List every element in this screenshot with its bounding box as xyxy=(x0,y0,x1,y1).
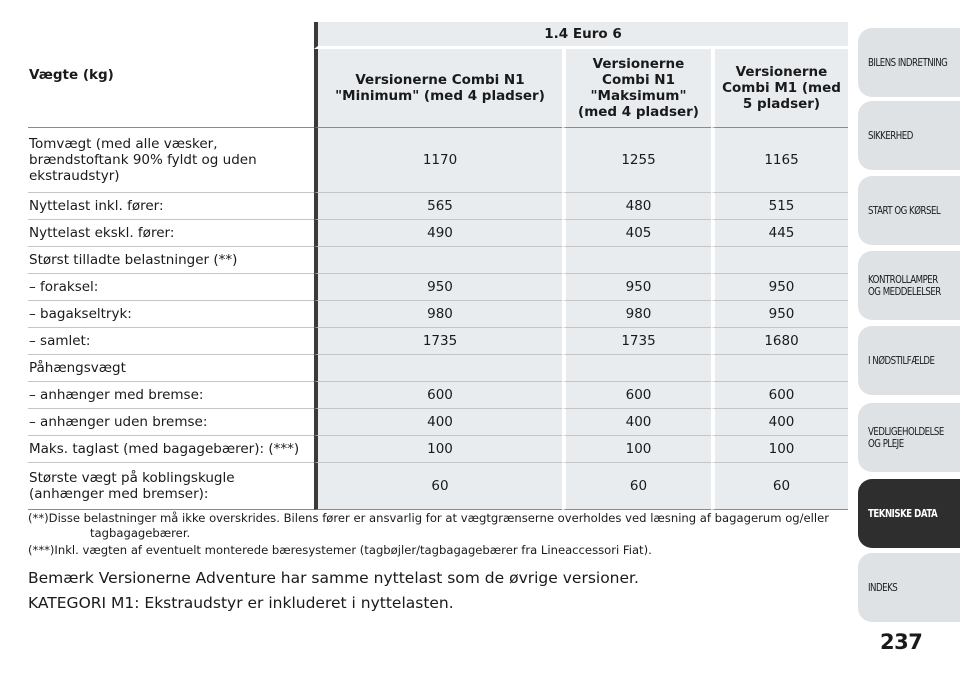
row-value-col2: 100 xyxy=(562,436,711,463)
row-value-col3: 60 xyxy=(711,463,848,510)
section-tab-label-line: OG MEDDELELSER xyxy=(868,285,941,298)
row-value-col3: 515 xyxy=(711,193,848,220)
row-label xyxy=(28,463,314,510)
table-row xyxy=(28,328,848,355)
section-tab-label-line: TEKNISKE DATA xyxy=(868,507,938,520)
section-tab-label xyxy=(868,205,956,217)
section-tab-label-line: SIKKERHED xyxy=(868,129,913,142)
row-value-col2: 600 xyxy=(562,382,711,409)
row-value-col3: 100 xyxy=(711,436,848,463)
row-label xyxy=(28,301,314,328)
row-value-col3 xyxy=(711,247,848,274)
row-label xyxy=(28,382,314,409)
section-tab-3[interactable] xyxy=(858,251,960,320)
section-tab-1[interactable] xyxy=(858,101,960,170)
row-value-col2 xyxy=(562,355,711,382)
row-label-line: Maks. taglast (med bagagebærer): (***) xyxy=(29,441,300,457)
page-number: 237 xyxy=(880,630,923,654)
row-label-line: – anhænger uden bremse: xyxy=(29,414,208,430)
row-label xyxy=(28,328,314,355)
row-label-line: ekstraudstyr) xyxy=(29,168,120,184)
table-row xyxy=(28,436,848,463)
row-value-col2: 980 xyxy=(562,301,711,328)
section-tab-7[interactable] xyxy=(858,553,960,622)
column-header-line: "Maksimum" xyxy=(590,88,687,104)
row-value-col1: 490 xyxy=(314,220,562,247)
table-row xyxy=(28,274,848,301)
row-value-col1: 1735 xyxy=(314,328,562,355)
row-value-col1: 400 xyxy=(314,409,562,436)
row-label-line: Størst tilladte belastninger (**) xyxy=(29,252,238,268)
section-tab-label xyxy=(868,426,960,450)
table-row xyxy=(28,382,848,409)
row-label-line: – bagakseltryk: xyxy=(29,306,132,322)
row-value-col1: 600 xyxy=(314,382,562,409)
table-row xyxy=(28,247,848,274)
section-tab-5[interactable] xyxy=(858,403,960,472)
row-value-col1: 1170 xyxy=(314,128,562,193)
row-value-col1 xyxy=(314,247,562,274)
section-tab-0[interactable] xyxy=(858,28,960,97)
section-tab-label-line: VEDLIGEHOLDELSE xyxy=(868,425,944,438)
section-tab-label-line: KONTROLLAMPER xyxy=(868,273,938,286)
row-label xyxy=(28,355,314,382)
column-header-line: (med 4 pladser) xyxy=(578,104,699,120)
column-header-line: Versionerne xyxy=(735,64,828,80)
row-value-col3: 1680 xyxy=(711,328,848,355)
row-value-col1: 980 xyxy=(314,301,562,328)
row-value-col1 xyxy=(314,355,562,382)
row-value-col2: 1735 xyxy=(562,328,711,355)
row-label-line: Største vægt på koblingskugle xyxy=(29,470,235,486)
row-value-col2: 405 xyxy=(562,220,711,247)
row-value-col2 xyxy=(562,247,711,274)
table-row xyxy=(28,355,848,382)
footnote-double-asterisk: (**)Disse belastninger må ikke overskrides. Bilens fører er ansvarlig for at vægtgrænserne overholdes ved læsning af bagagerum og/eller tagbagagebærer. xyxy=(28,511,830,540)
section-tab-4[interactable] xyxy=(858,326,960,395)
row-label xyxy=(28,274,314,301)
row-value-col3: 950 xyxy=(711,301,848,328)
row-value-col1: 60 xyxy=(314,463,562,510)
row-value-col2: 480 xyxy=(562,193,711,220)
row-value-col3: 445 xyxy=(711,220,848,247)
engine-group-header: 1.4 Euro 6 xyxy=(314,22,848,49)
row-value-col2: 60 xyxy=(562,463,711,510)
row-label xyxy=(28,409,314,436)
row-label-line: brændstoftank 90% fyldt og uden xyxy=(29,152,257,168)
row-label xyxy=(28,128,314,193)
row-label-line: Nyttelast ekskl. fører: xyxy=(29,225,175,241)
row-value-col3: 400 xyxy=(711,409,848,436)
row-value-col2: 400 xyxy=(562,409,711,436)
row-label-line: – samlet: xyxy=(29,333,91,349)
column-header-line: Versionerne xyxy=(592,56,685,72)
column-header-line: Combi N1 xyxy=(602,72,675,88)
row-value-col3: 950 xyxy=(711,274,848,301)
row-value-col3 xyxy=(711,355,848,382)
row-value-col3: 600 xyxy=(711,382,848,409)
row-value-col3: 1165 xyxy=(711,128,848,193)
table-row xyxy=(28,409,848,436)
column-header-combi-n1-maksimum xyxy=(562,49,711,128)
row-label-line: Tomvægt (med alle væsker, xyxy=(29,136,218,152)
footnotes xyxy=(28,511,848,560)
section-tab-label-line: INDEKS xyxy=(868,581,898,594)
section-tab-label-line: I NØDSTILFÆLDE xyxy=(868,354,935,367)
weight-header-label: Vægte (kg) xyxy=(28,22,314,128)
footnote-triple-asterisk: (***)Inkl. vægten af eventuelt monterede bæresystemer (tagbøjler/tagbagagebærer fra Lineaccessori Fiat). xyxy=(28,543,652,557)
table-row xyxy=(28,193,848,220)
section-tab-label xyxy=(868,508,952,520)
row-value-col1: 565 xyxy=(314,193,562,220)
row-label-line: – foraksel: xyxy=(29,279,99,295)
row-label-line: (anhænger med bremser): xyxy=(29,486,209,502)
section-tab-label xyxy=(868,130,923,142)
row-label xyxy=(28,247,314,274)
section-tab-label xyxy=(868,355,949,367)
column-header-line: Combi M1 (med xyxy=(722,80,841,96)
adventure-statement: Bemærk Versionerne Adventure har samme nyttelast som de øvrige versioner. xyxy=(28,569,639,587)
section-tab-6[interactable] xyxy=(858,479,960,548)
section-tab-2[interactable] xyxy=(858,176,960,245)
section-tab-label xyxy=(868,57,960,69)
section-tab-label-line: BILENS INDRETNING xyxy=(868,56,948,69)
section-tab-label xyxy=(868,274,957,298)
table-row xyxy=(28,220,848,247)
row-value-col1: 100 xyxy=(314,436,562,463)
row-label-line: Nyttelast inkl. fører: xyxy=(29,198,164,214)
column-header-line: Versionerne Combi N1 xyxy=(355,72,525,88)
row-label-line: – anhænger med bremse: xyxy=(29,387,204,403)
table-row xyxy=(28,128,848,193)
row-value-col1: 950 xyxy=(314,274,562,301)
row-value-col2: 950 xyxy=(562,274,711,301)
column-header-line: 5 pladser) xyxy=(742,96,821,112)
row-label-line: Påhængsvægt xyxy=(29,360,126,376)
row-label xyxy=(28,436,314,463)
column-header-combi-m1 xyxy=(711,49,848,128)
weights-table xyxy=(28,22,848,510)
column-header-combi-n1-minimum xyxy=(314,49,562,128)
row-value-col2: 1255 xyxy=(562,128,711,193)
column-header-line: "Minimum" (med 4 pladser) xyxy=(335,88,545,104)
section-tab-label-line: START OG KØRSEL xyxy=(868,204,941,217)
section-tab-label xyxy=(868,582,904,594)
row-label xyxy=(28,220,314,247)
table-row xyxy=(28,463,848,510)
row-label xyxy=(28,193,314,220)
section-tab-label-line: OG PLEJE xyxy=(868,437,904,450)
table-row xyxy=(28,301,848,328)
table-body xyxy=(28,128,848,510)
category-m1-statement: KATEGORI M1: Ekstraudstyr er inkluderet i nyttelasten. xyxy=(28,594,454,612)
